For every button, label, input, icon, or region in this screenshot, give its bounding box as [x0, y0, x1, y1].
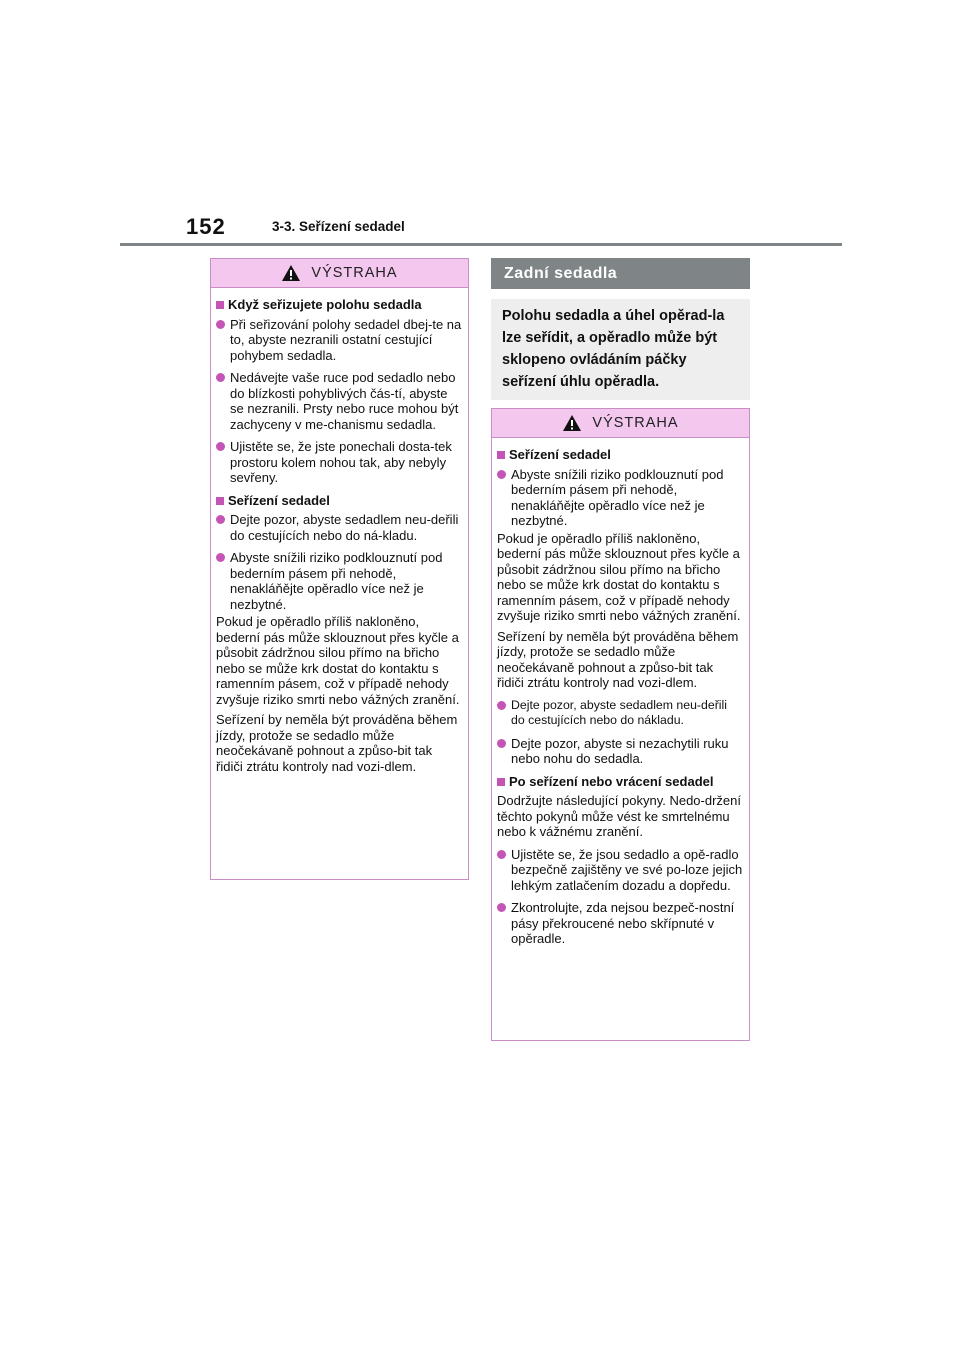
- bullet-dot-icon: [497, 701, 506, 710]
- bullet-dot-icon: [216, 442, 225, 451]
- paragraph: Dodržujte následující pokyny. Nedo-držení těchto pokynů může vést ke smrtelnému nebo k vážnému zranění.: [497, 793, 741, 839]
- bullet-text: Při seřizování polohy sedadel dbej-te na to, abyste nezranili ostatní cestující pohybem sedadla.: [230, 316, 462, 363]
- warning-box-left: [210, 258, 469, 880]
- paragraph: Pokud je opěradlo příliš nakloněno, bederní pás může sklouznout přes kyčle a působit zádržnou silou přímo na břicho nebo se může krk dostat do kontaktu s ramenním pásem, což v případě nehody zvyšuje riziko smrti nebo vážných zranění.: [216, 614, 460, 707]
- rear-seats-intro: Polohu sedadla a úhel opěrad-la lze seřídit, a opěradlo může být sklopeno ovládáním páčky seřízení úhlu opěradla.: [491, 299, 750, 400]
- sub-heading: [216, 493, 462, 509]
- bullet-item: [216, 439, 462, 486]
- header-rule: [120, 243, 842, 246]
- bullet-item: [497, 467, 743, 529]
- bullet-dot-icon: [497, 903, 506, 912]
- bullet-item: [216, 317, 462, 364]
- bullet-text: Ujistěte se, že jsou sedadlo a opě-radlo bezpečně zajištěny ve své po-loze jejich lehkým zatlačením dozadu a dopředu.: [511, 846, 743, 893]
- bullet-item: [216, 512, 462, 543]
- sub-heading-text: Když seřizujete polohu sedadla: [228, 297, 422, 312]
- sub-heading-text: Po seřízení nebo vrácení sedadel: [509, 773, 714, 789]
- warning-box-right: [491, 408, 750, 1041]
- paragraph: Pokud je opěradlo příliš nakloněno, bederní pás může sklouznout přes kyčle a působit zádržnou silou přímo na břicho nebo se může krk dostat do kontaktu s ramenním pásem, což v případě nehody zvyšuje riziko smrti nebo vážných zranění.: [497, 530, 741, 623]
- square-bullet-icon: [497, 451, 505, 459]
- bullet-text: Dejte pozor, abyste sedadlem neu-deřili do cestujících nebo do nákladu.: [511, 697, 727, 727]
- bullet-item: [216, 370, 462, 432]
- bullet-dot-icon: [497, 850, 506, 859]
- bullet-dot-icon: [497, 470, 506, 479]
- section-title: 3-3. Seřízení sedadel: [272, 219, 405, 234]
- bullet-text: Nedávejte vaše ruce pod sedadlo nebo do blízkosti pohyblivých čás-tí, abyste se nezranili. Prsty nebo ruce mohou být zachyceny v me-chanismu sedadla.: [230, 370, 459, 432]
- warning-triangle-icon: [562, 414, 582, 432]
- bullet-text: Ujistěte se, že jste ponechali dosta-tek prostoru kolem nohou tak, aby nebyly sevřeny.: [230, 439, 452, 485]
- bullet-text: Zkontrolujte, zda nejsou bezpeč-nostní pásy překroucené nebo skřípnuté v opěradle.: [511, 900, 735, 946]
- bullet-item: [497, 847, 743, 894]
- bullet-item: [216, 550, 462, 612]
- bullet-text: Dejte pozor, abyste si nezachytili ruku nebo nohu do sedadla.: [511, 735, 729, 766]
- warning-title: VÝSTRAHA: [311, 265, 398, 281]
- sub-heading: [497, 447, 743, 463]
- warning-triangle-icon: [281, 264, 301, 282]
- warning-header: [492, 409, 749, 438]
- warning-body: [211, 288, 468, 787]
- bullet-item: [497, 736, 743, 767]
- bullet-text: Dejte pozor, abyste sedadlem neu-deřili do cestujících nebo do ná-kladu.: [230, 512, 459, 543]
- bullet-dot-icon: [216, 515, 225, 524]
- bullet-dot-icon: [216, 553, 225, 562]
- rear-seats-header: Zadní sedadla: [491, 258, 750, 289]
- bullet-item: [497, 900, 743, 947]
- bullet-dot-icon: [216, 320, 225, 329]
- bullet-dot-icon: [497, 739, 506, 748]
- paragraph: Seřízení by neměla být prováděna během jízdy, protože se sedadlo může neočekávaně pohnout a způso-bit tak řidiči ztrátu kontroly nad vozi-dlem.: [216, 712, 458, 774]
- bullet-item: [497, 698, 743, 729]
- paragraph: Seřízení by neměla být prováděna během jízdy, protože se sedadlo může neočekávaně pohnout a způso-bit tak řidiči ztrátu kontroly nad vozi-dlem.: [497, 628, 739, 690]
- sub-heading-text: Seřízení sedadel: [509, 447, 611, 462]
- square-bullet-icon: [216, 497, 224, 505]
- page-number: 152: [186, 214, 226, 239]
- bullet-text: Abyste snížili riziko podklouznutí pod bederním pásem při nehodě, nenakláňějte opěradlo více než je nezbytné.: [230, 550, 443, 612]
- warning-header: [211, 259, 468, 288]
- square-bullet-icon: [497, 778, 505, 786]
- bullet-dot-icon: [216, 373, 225, 382]
- sub-heading: [216, 297, 462, 313]
- square-bullet-icon: [216, 301, 224, 309]
- sub-heading: [497, 774, 743, 790]
- bullet-text: Abyste snížili riziko podklouznutí pod bederním pásem při nehodě, nenakláňějte opěradlo více než je nezbytné.: [511, 466, 724, 528]
- warning-body: [492, 438, 749, 962]
- sub-heading-text: Seřízení sedadel: [228, 492, 330, 508]
- warning-title: VÝSTRAHA: [592, 415, 679, 431]
